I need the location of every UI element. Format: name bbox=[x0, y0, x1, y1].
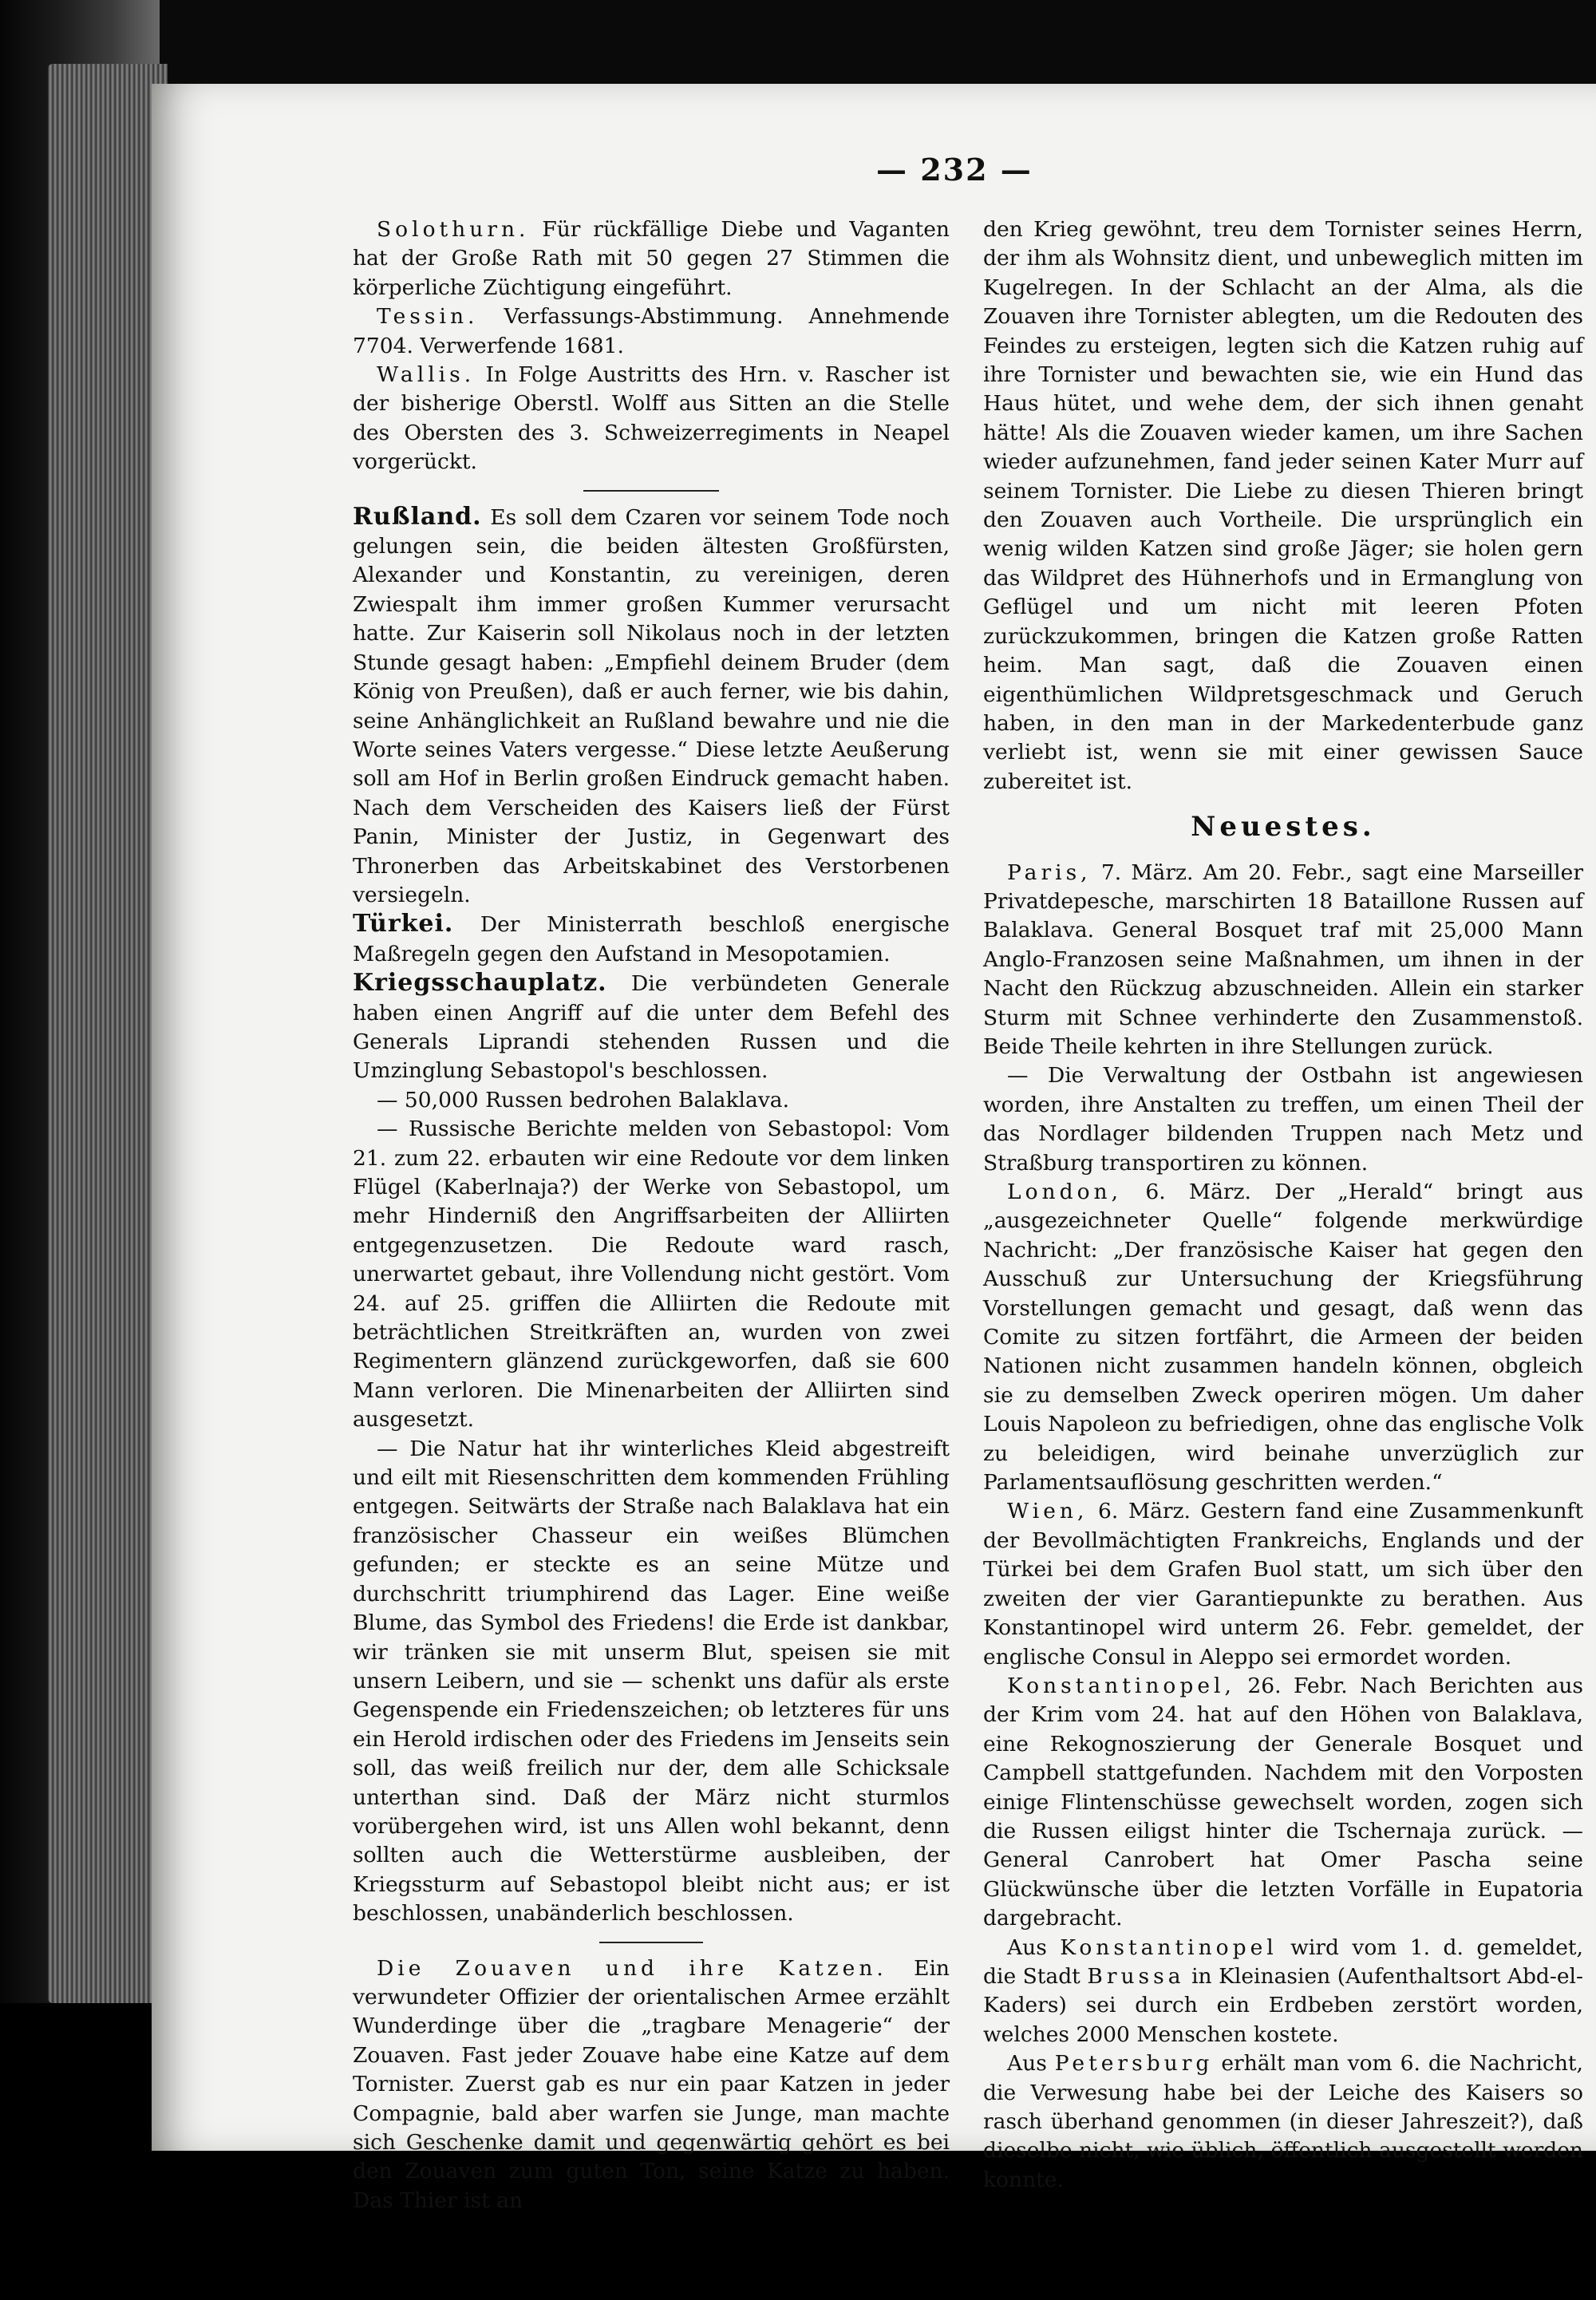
text-tessin: Verfassungs-Abstimmung. Annehmende 7704. Verwerfende 1681. bbox=[353, 304, 950, 358]
article-zouaven-continued: den Krieg gewöhnt, treu dem Tornister seines Herrn, der ihm als Wohnsitz dient, und unbeweglich mitten im Kugelregen. In der Schlacht an der Alma, als die Zouaven ihre Tornister ablegten, um die Redouten des Feindes zu ersteigen, legten sich die Katzen ruhig auf ihre Tornister und bewachten sie, wie ein Hund das Haus hütet, und wehe dem, der sich ihnen genaht hätte! Als die Zouaven wieder kamen, um ihre Sachen wieder aufzunehmen, fand jeder seinen Kater Murr auf seinem Tornister. Die Liebe zu diesen Thieren bringt den Zouaven auch Vortheile. Die ursprünglich ein wenig wilden Katzen sind große Jäger; sie holen gern das Wildpret des Hühnerhofs und in Ermanglung von Geflügel und um nicht mit leeren Pfoten zurückzukommen, bringen die Katzen große Ratten heim. Man sagt, daß die Zouaven einen eigenthümlichen Wildpretsgeschmack und Geruch haben, in den man in der Markedenterbude ganz verliebt ist, wenn sie mit einer gewissen Sauce zubereitet ist. bbox=[983, 217, 1583, 794]
text-petersburg-b: erhält man vom 6. die Nachricht, die Verwesung habe bei der Leiche des Kaisers so rasch überhand genommen (in dieser Jahreszeit?), daß dieselbe nicht, wie üblich, öffentlich ausgestellt werden konnte. bbox=[983, 2051, 1583, 2192]
text-wallis: In Folge Austritts des Hrn. v. Rascher ist der bisherige Oberstl. Wolff aus Sitten an die Stelle des Obersten des 3. Schweizerregiments in Neapel vorgerückt. bbox=[353, 362, 950, 475]
text-brussa-c: in Kleinasien (Aufenthaltsort Abd-el-Kaders) sei durch ein Erdbeben zerstört worden, welches 2000 Menschen kostete. bbox=[983, 1963, 1583, 2047]
text-paris: 7. März. Am 20. Febr., sagt eine Marseiller Privatdepesche, marschirten 18 Bataillone Russen auf Balaklava. General Bosquet traf mit 25,000 Mann Anglo-Franzosen seine Maßnahmen, um ihnen in der Nacht den Rückzug abzuschneiden. Allein ein starker Sturm mit Schnee verhinderte den Zusammenstoß. Beide Theile kehrten in ihre Stellungen zurück. bbox=[983, 860, 1583, 1059]
place-konstantinopel-2: Konstantinopel bbox=[1060, 1934, 1278, 1960]
article-wien bbox=[983, 1497, 1583, 1671]
right-column bbox=[983, 215, 1583, 2195]
text-solothurn: Für rückfällige Diebe und Vaganten hat der Große Rath mit 50 gegen 27 Stimmen die körperliche Züchtigung eingeführt. bbox=[353, 217, 950, 300]
text-wien: 6. März. Gestern fand eine Zusammenkunft der Bevollmächtigten Frankreichs, Englands und der Türkei bei dem Grafen Buol statt, um sich über den zweiten der vier Garantiepunkte zu berathen. Aus Konstantinopel wird unterm 26. Febr. gemeldet, der englische Consul in Aleppo sei ermordet worden. bbox=[983, 1499, 1583, 1670]
article-konstantinopel bbox=[983, 1672, 1583, 1934]
text-konstantinopel: 26. Febr. Nach Berichten aus der Krim vom 24. hat auf den Höhen von Balaklava, eine Rekognoszierung der Generale Bosquet und Campbell stattgefunden. Nachdem mit den Vorposten einige Flintenschüsse gewechselt worden, zogen sich die Russen eiligst hinter die Tschernaja zurück. — General Canrobert hat Omer Pascha seine Glückwünsche über die letzten Vorfälle in Eupatoria dargebracht. bbox=[983, 1673, 1583, 1931]
heading-tuerkei: Türkei. bbox=[353, 910, 454, 939]
text-brussa-b: wird vom 1. d. gemeldet, die Stadt bbox=[983, 1934, 1583, 1989]
article-tessin bbox=[353, 302, 950, 361]
paragraph-natur: — Die Natur hat ihr winterliches Kleid abgestreift und eilt mit Riesenschritten dem kommenden Frühling entgegen. Seitwärts der Straße nach Balaklava hat ein französischer Chasseur ein weißes Blümchen gefunden; er steckte es an seine Mütze und durchschritt triumphirend das Lager. Eine weiße Blume, das Symbol des Friedens! die Erde ist dankbar, wir tränken sie mit unserm Blut, speisen sie mit unsern Leibern, und sie — schenkt uns dafür als erste Gegenspende ein Friedenszeichen; ob letzteres für uns ein Herold irdischen oder des Friedens im Jenseits sein soll, das weiß freilich nur der, dem alle Schicksale unterthan sind. Daß der März nicht sturmlos vorübergehen wird, ist uns Allen wohl bekannt, denn sollten auch die Wetterstürme ausbleiben, der Kriegssturm auf Sebastopol bleibt nicht aus; er ist beschlossen, unabänderlich beschlossen. bbox=[353, 1436, 950, 1927]
section-divider bbox=[583, 490, 719, 492]
article-wallis bbox=[353, 361, 950, 477]
left-column bbox=[353, 215, 950, 2215]
article-london bbox=[983, 1178, 1583, 1497]
text-tuerkei: Der Ministerrath beschloß energische Maßregeln gegen den Aufstand in Mesopotamien. bbox=[353, 912, 950, 966]
article-petersburg bbox=[983, 2049, 1583, 2195]
heading-russland: Rußland. bbox=[353, 502, 482, 531]
city-brussa: Brussa bbox=[1087, 1963, 1185, 1989]
place-tessin: Tessin. bbox=[377, 304, 479, 330]
article-solothurn bbox=[353, 215, 950, 302]
place-konstantinopel: Konstantinopel, bbox=[1007, 1673, 1235, 1698]
text-london: 6. März. Der „Herald“ bringt aus „ausgezeichneter Quelle“ folgende merkwürdige Nachricht: „Der französische Kaiser hat gegen den Ausschuß zur Untersuchung der Kriegsführung Vorstellungen gemacht und gesagt, daß wenn das Comite zu sitzen fortfährt, die Armeen der beiden Nationen nicht zusammen handeln können, obgleich sie zu demselben Zweck operiren mögen. Um daher Louis Napoleon zu befriedigen, ohne das englische Volk zu beleidigen, wird beinahe unverzüglich zur Parlamentsauflösung geschritten werden.“ bbox=[983, 1180, 1583, 1496]
text-russland: Es soll dem Czaren vor seinem Tode noch gelungen sein, die beiden ältesten Großfürsten, Alexander und Konstantin, zu vereinigen, deren Zwiespalt ihm immer großen Kummer verursacht hatte. Zur Kaiserin soll Nikolaus noch in der letzten Stunde gesagt haben: „Empfiehl deinem Bruder (dem König von Preußen), daß er auch ferner, wie bis dahin, seine Anhänglichkeit an Rußland bewahre und nie die Worte seines Vaters vergesse.“ Diese letzte Aeußerung soll am Hof in Berlin großen Eindruck gemacht haben. Nach dem Verscheiden des Kaisers ließ der Fürst Panin, Minister der Justiz, in Gegenwart des Thronerben das Arbeitskabinet des Verstorbenen versiegeln. bbox=[353, 504, 950, 907]
place-paris: Paris, bbox=[1007, 860, 1092, 885]
place-london: London, bbox=[1007, 1180, 1123, 1204]
paragraph-redoute: — Russische Berichte melden von Sebastopol: Vom 21. zum 22. erbauten wir eine Redoute vor dem linken Flügel (Kaberlnaja?) der Werke von Sebastopol, um mehr Hinderniß den Angriffsarbeiten der Alliirten entgegenzusetzen. Die Redoute ward rasch, unerwartet gebaut, ihre Vollendung nicht gestört. Vom 24. auf 25. griffen die Alliirten die Redoute mit beträchtlichen Streitkräften an, wurden von zwei Regimentern glänzend zurückgeworfen, daß sie 600 Mann verloren. Die Minenarbeiten der Alliirten sind ausgesetzt. bbox=[353, 1116, 950, 1433]
title-zouaven: Die Zouaven und ihre Katzen. bbox=[377, 1955, 887, 1981]
article-zouaven bbox=[353, 1954, 950, 2216]
page-number: — 232 — bbox=[876, 152, 1033, 188]
place-wien: Wien, bbox=[1007, 1499, 1088, 1524]
article-paris bbox=[983, 859, 1583, 1062]
article-kriegsschauplatz bbox=[353, 969, 950, 1086]
page-edges bbox=[48, 64, 168, 2003]
text-petersburg-a: Aus bbox=[1007, 2051, 1047, 2077]
section-divider bbox=[599, 1942, 703, 1943]
place-petersburg: Petersburg bbox=[1054, 2051, 1214, 2077]
article-tuerkei bbox=[353, 910, 950, 969]
text-zouaven: Ein verwundeter Offizier der orientalischen Armee erzählt Wunderdinge über die „tragbare Menagerie“ der Zouaven. Fast jeder Zouave habe eine Katze auf dem Tornister. Zuerst gab es nur ein paar Katzen in jeder Compagnie, bald aber warfen sie Junge, man machte sich Geschenke damit und gegenwärtig gehört es bei den Zouaven zum guten Ton, seine Katze zu haben. Das Thier ist an bbox=[353, 1955, 950, 2213]
heading-kriegsschauplatz: Kriegsschauplatz. bbox=[353, 969, 607, 998]
paragraph-ostbahn: — Die Verwaltung der Ostbahn ist angewiesen worden, ihre Anstalten zu treffen, um einen Theil der das Nordlager bildenden Truppen nach Metz und Straßburg transportiren zu können. bbox=[983, 1063, 1583, 1176]
text-kriegsschauplatz: Die verbündeten Generale haben einen Angriff auf die unter dem Befehl des Generals Liprandi stehenden Russen und die Umzinglung Sebastopol's beschlossen. bbox=[353, 971, 950, 1084]
section-neuestes bbox=[983, 812, 1583, 844]
article-brussa bbox=[983, 1934, 1583, 2050]
text-brussa-a: Aus bbox=[1007, 1934, 1047, 1960]
paragraph-balaklava: — 50,000 Russen bedrohen Balaklava. bbox=[377, 1087, 790, 1112]
article-russland bbox=[353, 503, 950, 911]
place-solothurn: Solothurn. bbox=[377, 217, 530, 242]
heading-neuestes: Neuestes. bbox=[1191, 811, 1376, 844]
place-wallis: Wallis. bbox=[377, 362, 476, 388]
